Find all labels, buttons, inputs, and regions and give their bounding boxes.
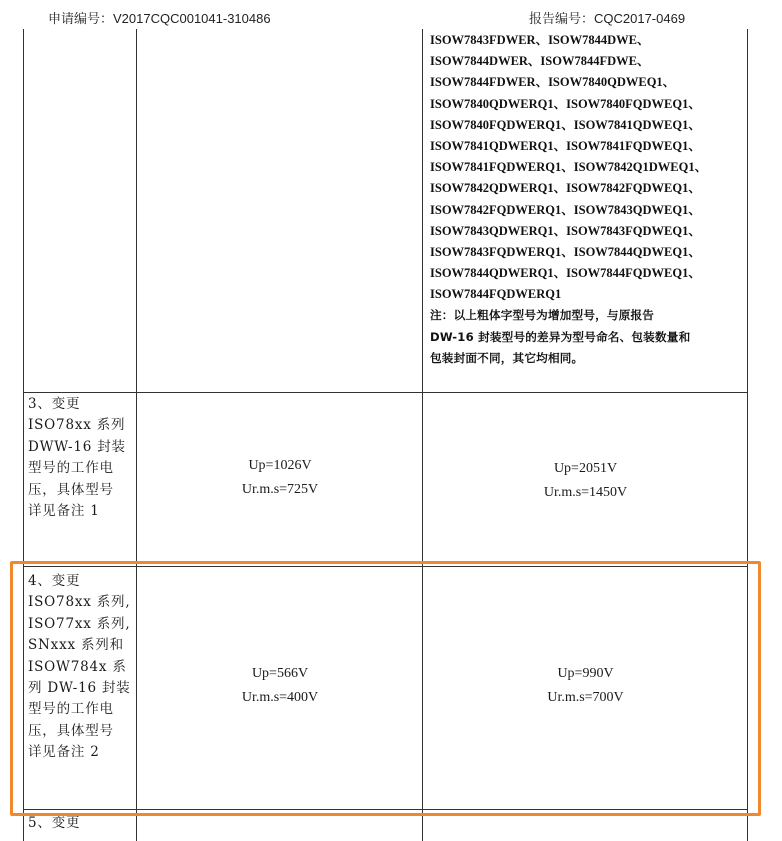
voltage-urms: Ur.m.s=400V: [241, 690, 319, 705]
item-line: 压，具体型号: [28, 722, 114, 739]
item-line: 详见备注 1: [28, 503, 100, 520]
model-line: ISOW7840FQDWERQ1、ISOW7841QDWEQ1、: [430, 117, 701, 132]
item-line: 列 DW-16 封装: [28, 680, 131, 697]
row5-item: [28, 813, 132, 834]
report-number: 报告编号：CQC2017-0469: [529, 11, 686, 26]
item-line: DWW-16 封装: [28, 438, 126, 455]
note-line: 包装封面不同，其它均相同。: [430, 351, 584, 365]
model-line: ISOW7841QDWERQ1、ISOW7841FQDWEQ1、: [430, 139, 701, 154]
item-line: 详见备注 2: [28, 744, 100, 761]
item-line: 型号的工作电: [28, 460, 114, 477]
model-list: [430, 30, 746, 306]
row3-before-values: [137, 454, 423, 502]
model-line: ISOW7844QDWERQ1、ISOW7844FQDWEQ1、: [430, 266, 701, 281]
item-line: 4、变更: [28, 573, 81, 589]
model-line: ISOW7843QDWERQ1、ISOW7843FQDWEQ1、: [430, 223, 701, 238]
voltage-urms: Ur.m.s=725V: [241, 482, 319, 497]
voltage-up: Up=2051V: [553, 461, 618, 476]
model-line: ISOW7844DWER、ISOW7844FDWE、: [430, 54, 650, 69]
item-line: 压，具体型号: [28, 481, 114, 498]
note-line: 注：以上粗体字型号为增加型号，与原报告: [430, 308, 655, 322]
item-line: 5、变更: [28, 815, 81, 831]
row-divider-1: [23, 392, 748, 393]
row3-after-values: [423, 457, 748, 505]
model-line: ISOW7841FQDWERQ1、ISOW7842Q1DWEQ1、: [430, 160, 708, 175]
model-line: ISOW7843FQDWERQ1、ISOW7844QDWEQ1、: [430, 245, 701, 260]
row3-item: [28, 394, 132, 522]
model-line: ISOW7844FDWER、ISOW7840QDWEQ1、: [430, 75, 676, 90]
voltage-urms: Ur.m.s=700V: [547, 690, 624, 705]
model-line: ISOW7840QDWERQ1、ISOW7840FQDWEQ1、: [430, 96, 701, 111]
voltage-urms: Ur.m.s=1450V: [543, 485, 628, 500]
model-line: ISOW7842FQDWERQ1、ISOW7843QDWEQ1、: [430, 202, 701, 217]
item-line: SNxxx 系列和: [28, 637, 124, 654]
item-line: ISOW784x 系: [28, 658, 127, 675]
voltage-up: Up=990V: [557, 666, 614, 681]
note-line: DW-16 封装型号的差异为型号命名、包装数量和: [430, 329, 691, 344]
application-number: 申请编号：V2017CQC001041-310486: [48, 11, 271, 26]
model-line: ISOW7844FQDWERQ1: [430, 287, 562, 302]
item-line: ISO77xx 系列,: [28, 615, 131, 632]
model-note: [430, 305, 746, 370]
model-line: ISOW7842QDWERQ1、ISOW7842FQDWEQ1、: [430, 181, 701, 196]
item-line: 型号的工作电: [28, 701, 114, 718]
voltage-up: Up=566V: [251, 666, 309, 681]
voltage-up: Up=1026V: [248, 458, 312, 473]
item-line: ISO78xx 系列: [28, 417, 126, 434]
item-line: 3、变更: [28, 396, 81, 412]
highlight-box: [10, 561, 761, 816]
model-line: ISOW7843FDWER、ISOW7844DWE、: [430, 33, 650, 47]
item-line: ISO78xx 系列,: [28, 594, 131, 611]
